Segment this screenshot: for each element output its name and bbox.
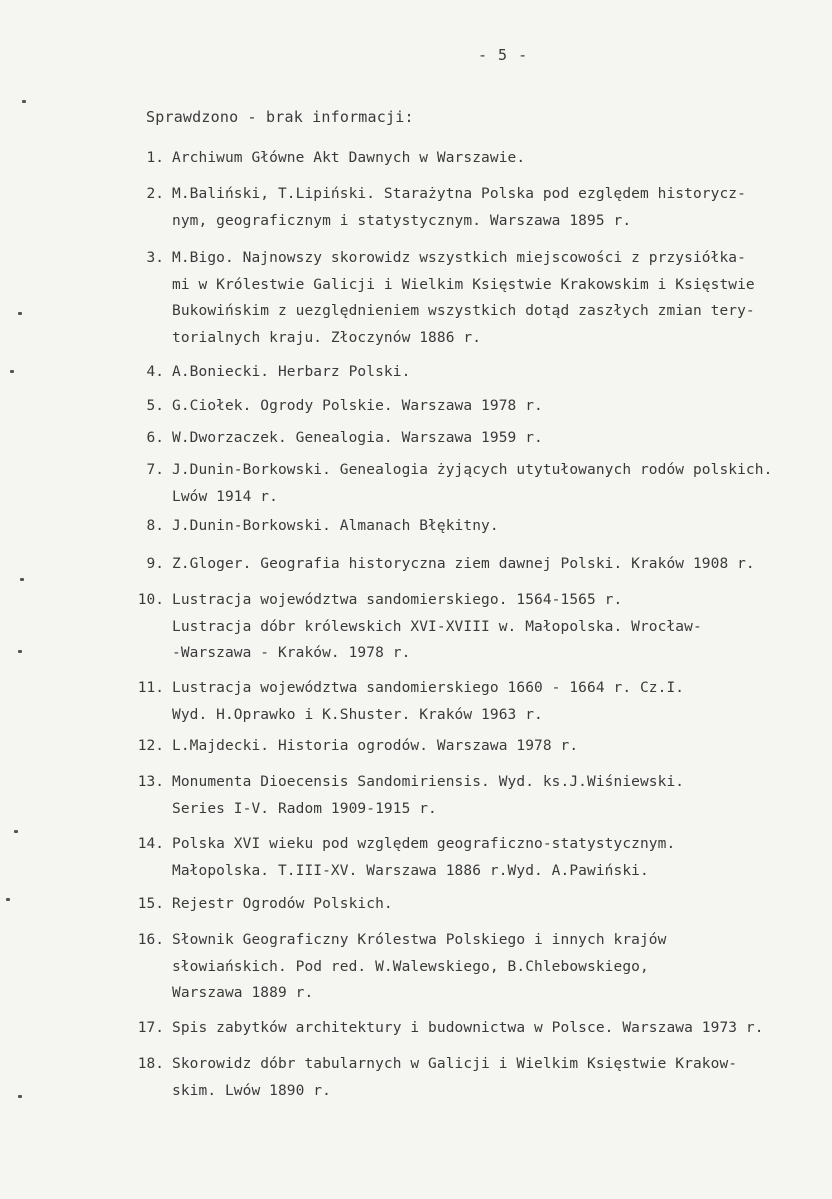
- list-item-number: 11.: [137, 680, 164, 696]
- list-item-text-line: Spis zabytków architektury i budownictwa w Polsce. Warszawa 1973 r.: [172, 1020, 764, 1036]
- list-item-text-line: W.Dworzaczek. Genealogia. Warszawa 1959 r.: [172, 430, 543, 446]
- list-item-text-line: Skorowidz dóbr tabularnych w Galicji i Wielkim Księstwie Krakow-: [172, 1056, 738, 1072]
- page-number: - 5 -: [478, 46, 529, 64]
- list-item-text-line: A.Boniecki. Herbarz Polski.: [172, 364, 411, 380]
- list-item-text-line: M.Bigo. Najnowszy skorowidz wszystkich miejscowości z przysiółka-: [172, 250, 746, 266]
- list-item-text-line: Lustracja województwa sandomierskiego 1660 - 1664 r. Cz.I.: [172, 680, 685, 696]
- list-item-text-line: skim. Lwów 1890 r.: [172, 1082, 331, 1099]
- list-item-number: 2.: [146, 186, 164, 202]
- list-item-text-line: M.Baliński, T.Lipiński. Starażytna Polska pod ezględem historycz-: [172, 186, 746, 202]
- scan-mark: [18, 312, 22, 315]
- list-item-number: 10.: [137, 592, 164, 608]
- list-item-text-line: Lustracja województwa sandomierskiego. 1564-1565 r.: [172, 592, 623, 608]
- scan-mark: [22, 100, 26, 103]
- list-item-text-line: Lustracja dóbr królewskich XVI-XVIII w. Małopolska. Wrocław-: [172, 618, 702, 635]
- list-item-number: 16.: [137, 932, 164, 948]
- list-item-text-line: nym, geograficznym i statystycznym. Warszawa 1895 r.: [172, 212, 632, 229]
- list-heading: Sprawdzono - brak informacji:: [146, 108, 414, 126]
- scan-mark: [14, 830, 18, 833]
- list-item-number: 6.: [146, 430, 164, 446]
- list-item-number: 17.: [137, 1020, 164, 1036]
- list-item-text-line: Wyd. H.Oprawko i K.Shuster. Kraków 1963 r.: [172, 706, 543, 723]
- list-item-text-line: Monumenta Dioecensis Sandomiriensis. Wyd. ks.J.Wiśniewski.: [172, 774, 685, 790]
- scan-mark: [18, 650, 22, 653]
- list-item-number: 12.: [137, 738, 164, 754]
- list-item-text-line: -Warszawa - Kraków. 1978 r.: [172, 645, 411, 661]
- list-item-number: 1.: [146, 150, 164, 166]
- list-item-number: 5.: [146, 398, 164, 414]
- list-item-number: 18.: [137, 1056, 164, 1072]
- list-item-text-line: słowiańskich. Pod red. W.Walewskiego, B.Chlebowskiego,: [172, 958, 649, 975]
- list-item-text-line: G.Ciołek. Ogrody Polskie. Warszawa 1978 r.: [172, 398, 543, 414]
- list-item-text-line: Z.Gloger. Geografia historyczna ziem dawnej Polski. Kraków 1908 r.: [172, 556, 755, 572]
- list-item-text-line: Polska XVI wieku pod względem geograficzno-statystycznym.: [172, 836, 676, 852]
- list-item-text-line: Słownik Geograficzny Królestwa Polskiego i innych krajów: [172, 932, 667, 948]
- list-item-text-line: L.Majdecki. Historia ogrodów. Warszawa 1978 r.: [172, 738, 579, 754]
- scan-mark: [18, 1095, 22, 1098]
- scan-mark: [10, 370, 14, 373]
- list-item-text-line: Lwów 1914 r.: [172, 488, 278, 505]
- list-item-number: 14.: [137, 836, 164, 852]
- list-item-text-line: Series I-V. Radom 1909-1915 r.: [172, 800, 437, 817]
- scan-mark: [6, 898, 10, 901]
- list-item-text-line: J.Dunin-Borkowski. Genealogia żyjących utytułowanych rodów polskich.: [172, 462, 773, 478]
- list-item-text-line: torialnych kraju. Złoczynów 1886 r.: [172, 329, 482, 346]
- list-item-number: 8.: [146, 518, 164, 534]
- list-item-number: 3.: [146, 250, 164, 266]
- list-item-text-line: mi w Królestwie Galicji i Wielkim Księstwie Krakowskim i Księstwie: [172, 276, 755, 293]
- list-item-number: 7.: [146, 462, 164, 478]
- list-item-text-line: Małopolska. T.III-XV. Warszawa 1886 r.Wyd. A.Pawiński.: [172, 862, 649, 879]
- list-item-number: 15.: [137, 896, 164, 912]
- list-item-text-line: Archiwum Główne Akt Dawnych w Warszawie.: [172, 150, 526, 166]
- list-item-number: 9.: [146, 556, 164, 572]
- scan-mark: [20, 578, 24, 581]
- list-item-text-line: Bukowińskim z uezględnieniem wszystkich dotąd zaszłych zmian tery-: [172, 303, 755, 319]
- list-item-number: 13.: [137, 774, 164, 790]
- list-item-text-line: Rejestr Ogrodów Polskich.: [172, 896, 393, 912]
- list-item-text-line: J.Dunin-Borkowski. Almanach Błękitny.: [172, 518, 499, 534]
- list-item-number: 4.: [146, 364, 164, 380]
- list-item-text-line: Warszawa 1889 r.: [172, 985, 314, 1001]
